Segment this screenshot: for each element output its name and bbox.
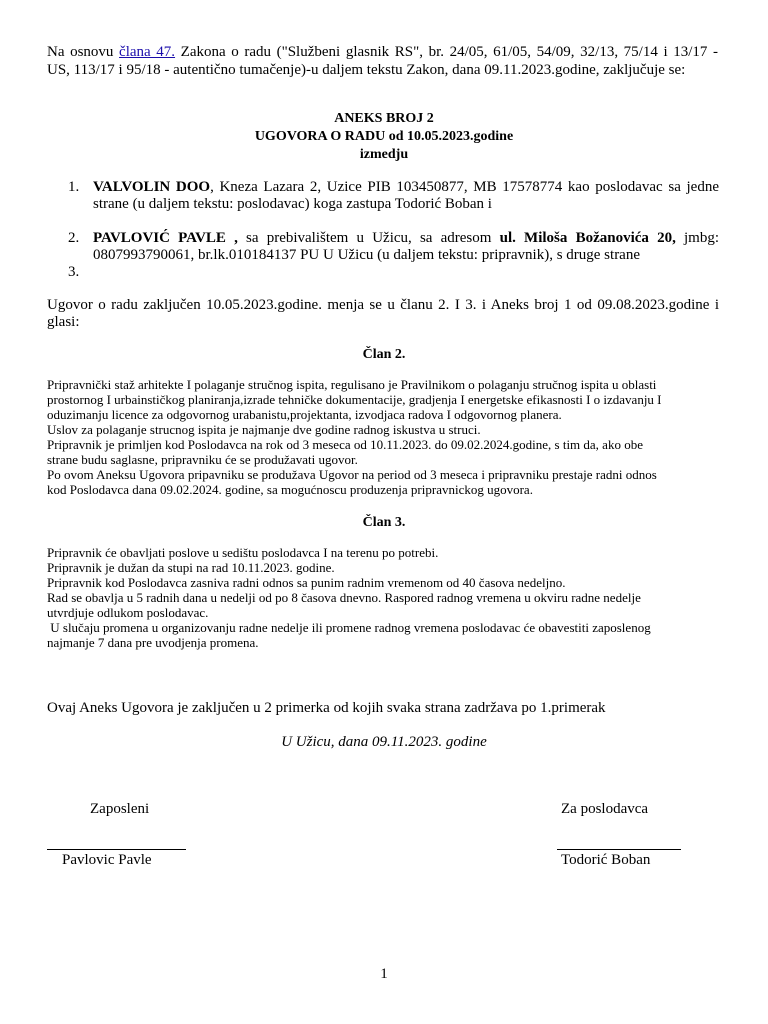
intro-line-2: US, 113/17 i 95/18 - autentično tumačenje)-u daljem tekstu Zakon, dana 09.11.2023.godine, zaključuje se:: [47, 62, 686, 78]
signature-label-employee: Zaposleni: [90, 801, 150, 817]
clan-3-line: Pripravnik je dužan da stupi na rad 10.11.2023. godine.: [47, 560, 335, 575]
clan-2-line: Po ovom Aneksu Ugovora pripavniku se produžava Ugovor na period od 3 meseca i pripravniku prestaje radni odnos: [47, 467, 657, 482]
law-article-link[interactable]: člana 47.: [119, 44, 176, 60]
clan-3-line: najmanje 7 dana pre uvodjenja promena.: [47, 635, 259, 650]
intro-line-1-text: Zakona o radu ("Službeni glasnik RS", br. 24/05, 61/05, 54/09, 32/13, 75/14 i 13/17 -: [175, 44, 718, 60]
list-number-2: 2.: [68, 230, 80, 246]
employee-name: PAVLOVIĆ PAVLE ,: [93, 230, 238, 246]
clan-3-line: U slučaju promena u organizovanju radne nedelje ili promene radnog vremena poslodavac će obavestiti zaposlenog: [47, 620, 651, 635]
list-number-1: 1.: [68, 179, 80, 195]
document-title: [0, 110, 768, 164]
clan-2-line: strane budu saglasne, pripravniku će se produžavati ugovor.: [47, 452, 358, 467]
clan-2-line: kod Poslodavca dana 09.02.2024. godine, sa mogućnoscu produzenja pripravnickog ugovora.: [47, 482, 533, 497]
party-1-line-1: [93, 179, 719, 196]
clan-3-line: Pripravnik kod Poslodavca zasniva radni odnos sa punim radnim vremenom od 40 časova nedeljno.: [47, 575, 566, 590]
place-date: U Užicu, dana 09.11.2023. godine: [281, 734, 487, 750]
change-line-2: glasi:: [47, 314, 80, 330]
signature-label-employer: Za poslodavca: [561, 801, 649, 817]
clan-2-heading: [0, 346, 768, 364]
page-number: 1: [380, 966, 388, 982]
clan-2-body: [47, 377, 737, 497]
title-line-2: UGOVORA O RADU od 10.05.2023.godine: [254, 129, 514, 144]
signature-name-employee: Pavlovic Pavle: [62, 852, 152, 868]
clan-2-line: Pripravnički staž arhitekte I polaganje stručnog ispita, regulisano je Pravilnikom o polaganju stručnog ispita u oblasti: [47, 377, 657, 392]
clan-3-line: utvrdjuje odlukom poslodavac.: [47, 605, 209, 620]
party-2-line-1: [93, 230, 719, 247]
intro-line-1: [47, 44, 718, 61]
closing-statement: Ovaj Aneks Ugovora je zaključen u 2 primerka od kojih svaka strana zadržava po 1.primerak: [47, 700, 606, 716]
clan-2-line: Uslov za polaganje strucnog ispita je najmanje dve godine radnog iskustva u struci.: [47, 422, 481, 437]
party-2-line-2: 0807993790061, br.lk.010184137 PU U Užicu (u daljem tekstu: pripravnik), s druge strane: [93, 247, 641, 263]
clan-2-line: oduzimanju licence za odgovornog urabanistu,projektanta, izvodjaca radova I odgovornog planera.: [47, 407, 562, 422]
clan-3-heading: [0, 514, 768, 532]
clan-3-body: [47, 545, 737, 650]
clan-2-line: prostornog I urbainstičkog planiranja,izrade tehničke dokumentacije, gradjenja I energetske efikasnosti I o izdavanju I: [47, 392, 662, 407]
clan-2-line: Pripravnik je primljen kod Poslodavca na rok od 3 meseca od 10.11.2023. do 09.02.2024.godine, s tim da, ako obe: [47, 437, 643, 452]
signature-line-employer: [557, 849, 681, 850]
employer-name: VALVOLIN DOO: [93, 179, 211, 195]
party-1-line-2: strane (u daljem tekstu: poslodavac) koga zastupa Todorić Boban i: [93, 196, 492, 212]
clan-3-line: Pripravnik će obavljati poslove u sedištu poslodavca I na terenu po potrebi.: [47, 545, 439, 560]
title-line-1: ANEKS BROJ 2: [334, 111, 434, 126]
title-line-3: izmedju: [359, 147, 409, 162]
intro-prefix: Na osnovu: [47, 44, 120, 60]
signature-name-employer: Todorić Boban: [561, 852, 651, 868]
signature-line-employee: [47, 849, 186, 850]
clan-3-heading-text: Član 3.: [362, 515, 406, 530]
clan-3-line: Rad se obavlja u 5 radnih dana u nedelji od po 8 časova dnevno. Raspored radnog vremena u okviru radne nedelje: [47, 590, 641, 605]
employee-address: ul. Miloša Božanovića 20,: [499, 230, 676, 246]
clan-2-heading-text: Član 2.: [362, 347, 406, 362]
party-2-end-text: jmbg:: [675, 230, 720, 246]
party-2-mid-text: sa prebivalištem u Užicu, sa adresom: [237, 230, 500, 246]
change-line-1: Ugovor o radu zaključen 10.05.2023.godine. menja se u članu 2. I 3. i Aneks broj 1 od 09.08.2023.godine i: [47, 297, 719, 313]
list-number-3: 3.: [68, 264, 80, 280]
party-1-line-1-text: , Kneza Lazara 2, Uzice PIB 103450877, MB 17578774 kao poslodavac sa jedne: [210, 179, 719, 195]
